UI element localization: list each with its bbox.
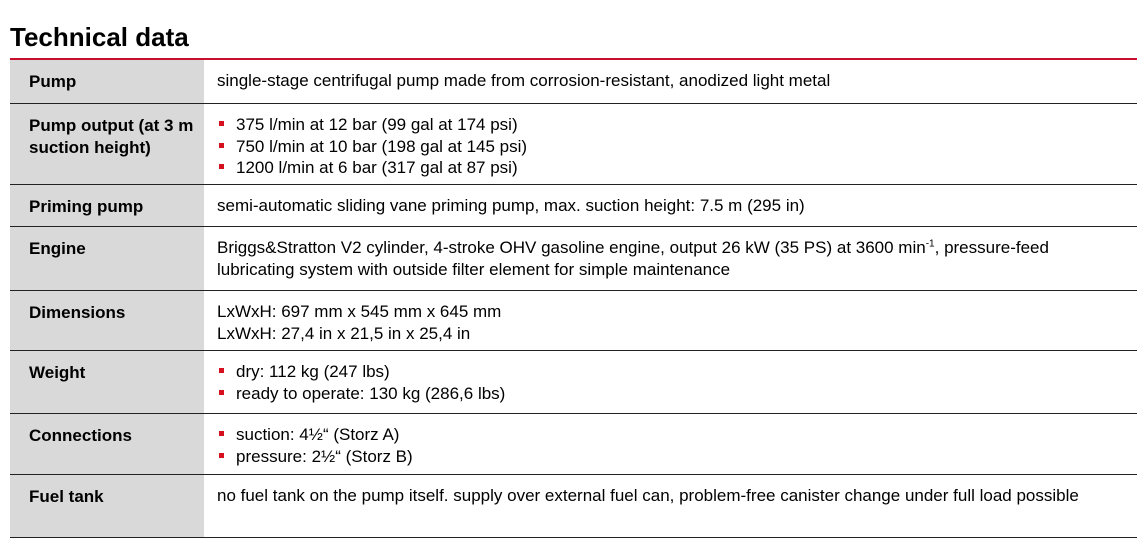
list-item-text: 375 l/min at 12 bar (99 gal at 174 psi) xyxy=(236,115,518,134)
table-row-pump xyxy=(10,60,1137,104)
engine-superscript: -1 xyxy=(925,238,935,250)
table-row-connections xyxy=(10,414,1137,475)
list-item xyxy=(217,136,1127,158)
table-row-weight xyxy=(10,351,1137,414)
bullet-icon xyxy=(219,121,224,126)
list-item-text: dry: 112 kg (247 lbs) xyxy=(236,362,390,381)
bullet-icon xyxy=(219,164,224,169)
row-value xyxy=(204,475,1137,537)
row-value xyxy=(204,60,1137,103)
row-value xyxy=(204,351,1137,413)
engine-text-main: Briggs&Stratton V2 cylinder, 4-stroke OHV gasoline engine, output 26 kW (35 PS) at 3600 min xyxy=(217,238,926,257)
row-value xyxy=(204,227,1137,290)
row-value xyxy=(204,291,1137,350)
row-label: Priming pump xyxy=(10,185,204,226)
list-item xyxy=(217,157,1127,179)
value-line: LxWxH: 697 mm x 545 mm x 645 mm xyxy=(217,302,502,321)
list-item xyxy=(217,424,1127,446)
list-item-text: 1200 l/min at 6 bar (317 gal at 87 psi) xyxy=(236,158,518,177)
bullet-icon xyxy=(219,431,224,436)
row-value xyxy=(204,414,1137,474)
row-value xyxy=(204,185,1137,226)
row-label: Weight xyxy=(10,351,204,413)
technical-data-table xyxy=(10,60,1137,538)
row-label: Pump xyxy=(10,60,204,103)
row-label: Dimensions xyxy=(10,291,204,350)
value-line: LxWxH: 27,4 in x 21,5 in x 25,4 in xyxy=(217,323,471,343)
list-item-text: ready to operate: 130 kg (286,6 lbs) xyxy=(236,383,506,403)
list-item-text: pressure: 2½“ (Storz B) xyxy=(236,446,413,466)
list-item xyxy=(217,383,1127,405)
value-text: single-stage centrifugal pump made from corrosion-resistant, anodized light metal xyxy=(217,71,831,90)
row-label: Engine xyxy=(10,227,204,290)
list-item xyxy=(217,446,1127,468)
bullet-icon xyxy=(219,390,224,395)
value-text: no fuel tank on the pump itself. supply over external fuel can, problem-free canister change under full load possible xyxy=(217,486,1079,505)
row-value xyxy=(204,104,1137,184)
engine-text-rest: , pressure-feed lubricating system with outside filter element for simple maintenance xyxy=(217,238,1049,279)
table-row-dimensions xyxy=(10,291,1137,351)
list-item-text: suction: 4½“ (Storz A) xyxy=(236,425,400,444)
page-title: Technical data xyxy=(10,22,189,52)
list-item xyxy=(217,361,1127,383)
table-row-pump-output xyxy=(10,104,1137,185)
list-item-text: 750 l/min at 10 bar (198 gal at 145 psi) xyxy=(236,136,528,156)
table-row-engine xyxy=(10,227,1137,291)
bullet-icon xyxy=(219,368,224,373)
row-label: Connections xyxy=(10,414,204,474)
table-row-fuel-tank xyxy=(10,475,1137,538)
table-row-priming-pump xyxy=(10,185,1137,227)
bullet-icon xyxy=(219,453,224,458)
row-label: Fuel tank xyxy=(10,475,204,537)
bullet-icon xyxy=(219,143,224,148)
row-label: Pump output (at 3 m suction height) xyxy=(10,104,204,184)
value-text xyxy=(217,237,1127,280)
value-text: semi-automatic sliding vane priming pump, max. suction height: 7.5 m (295 in) xyxy=(217,196,805,215)
list-item xyxy=(217,114,1127,136)
